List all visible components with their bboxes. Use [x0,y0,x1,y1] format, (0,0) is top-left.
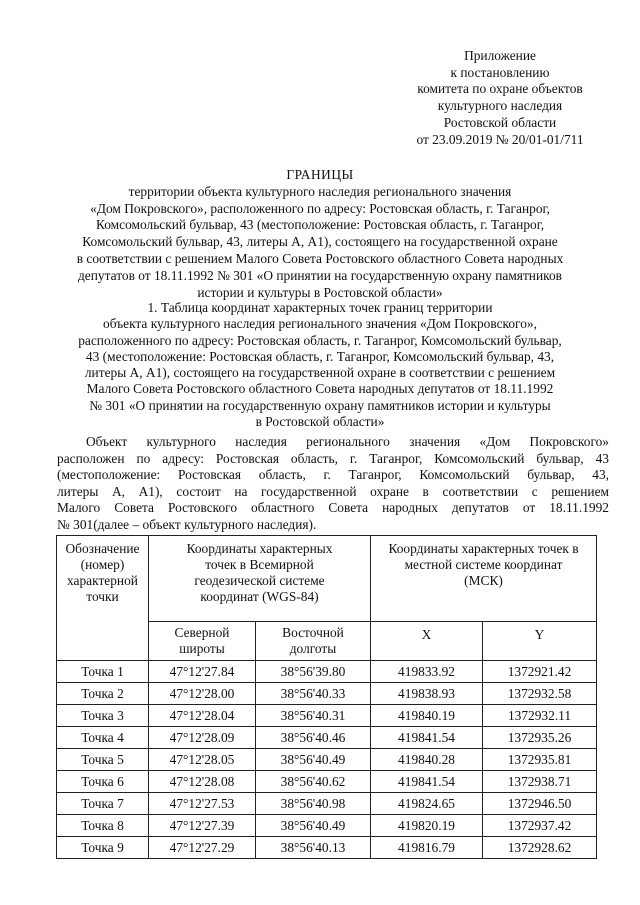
title-line: депутатов от 18.11.1992 № 301 «О принятии на государственную охрану памятников [77,267,562,283]
north-latitude-cell: 47°12'27.29 [149,837,256,859]
y-cell: 1372921.42 [483,661,597,683]
table-title-line: объекта культурного наследия регионального значения «Дом Покровского», [103,316,537,332]
point-cell: Точка 7 [57,793,149,815]
east-longitude-cell: 38°56'40.13 [256,837,371,859]
paragraph-line: расположен по адресу: Ростовская область, г. Таганрог, Комсомольский бульвар, 43 [57,450,609,466]
header-line: Обозначение [65,541,140,556]
east-longitude-cell: 38°56'40.46 [256,727,371,749]
paragraph-line: литеры А, А1), состоит на государственной охране в соответствии с решением [57,483,609,499]
header-line: характерной [67,573,138,588]
x-cell: 419840.28 [371,749,483,771]
point-cell: Точка 2 [57,683,149,705]
header-line: координат (WGS-84) [200,589,319,604]
header-line: долготы [289,641,337,656]
header-wgs84 [149,536,371,622]
table-title-line: расположенного по адресу: Ростовская область, г. Таганрог, Комсомольский бульвар, [78,332,562,348]
title-line: истории и культуры в Ростовской области» [197,284,443,300]
point-cell: Точка 4 [57,727,149,749]
title-line: Комсомольский бульвар, 43, литеры А, А1), состоящего на государственной охране [82,234,558,250]
y-cell: 1372932.11 [483,705,597,727]
north-latitude-cell: 47°12'28.05 [149,749,256,771]
y-cell: 1372946.50 [483,793,597,815]
title-line: «Дом Покровского», расположенного по адресу: Ростовская область, г. Таганрог, [90,200,550,216]
table-row [57,683,597,705]
title-line: в соответствии с решением Малого Совета Ростовского областного Совета народных [76,250,564,266]
point-cell: Точка 9 [57,837,149,859]
x-cell: 419838.93 [371,683,483,705]
table-row [57,837,597,859]
header-line: широты [179,641,225,656]
table-title-line: литеры А, А1), состоящего на государственной охране в соответствии с решением [84,365,556,381]
x-cell: 419824.65 [371,793,483,815]
east-longitude-cell: 38°56'40.31 [256,705,371,727]
header-line: (номер) [80,557,125,572]
header-line: местной системе координат [404,557,563,572]
y-cell: 1372938.71 [483,771,597,793]
east-longitude-cell: 38°56'40.98 [256,793,371,815]
coordinates-table [56,535,597,859]
paragraph-line: (местоположение: Ростовская область, г. Таганрог, Комсомольский бульвар, 43, [57,467,609,483]
table-title-line: 1. Таблица координат характерных точек границ территории [147,300,493,315]
y-cell: 1372932.58 [483,683,597,705]
appendix-line: комитета по охране объектов [417,81,583,97]
header-east-longitude [256,622,371,661]
appendix-line: к постановлению [450,64,550,80]
table-row [57,771,597,793]
point-cell: Точка 1 [57,661,149,683]
x-cell: 419841.54 [371,771,483,793]
paragraph-line: Объект культурного наследия регионального значения «Дом Покровского» [86,434,609,449]
x-cell: 419820.19 [371,815,483,837]
north-latitude-cell: 47°12'27.39 [149,815,256,837]
header-line: Координаты характерных точек в [388,541,579,556]
north-latitude-cell: 47°12'28.09 [149,727,256,749]
header-designation [57,536,149,661]
header-msk [371,536,597,622]
x-cell: 419840.19 [371,705,483,727]
table-header-row [57,536,597,622]
table-row [57,661,597,683]
appendix-line: Приложение [464,48,536,63]
appendix-block [400,48,600,148]
header-line: геодезической системе [194,573,325,588]
title-heading: ГРАНИЦЫ [286,167,354,182]
appendix-line: культурного наследия [437,98,563,114]
header-north-latitude [149,622,256,661]
y-cell: 1372928.62 [483,837,597,859]
y-cell: 1372937.42 [483,815,597,837]
description-paragraph [57,434,609,534]
header-y: Y [483,622,597,661]
paragraph-line: № 301(далее – объект культурного наследия). [57,516,317,532]
y-cell: 1372935.81 [483,749,597,771]
point-cell: Точка 3 [57,705,149,727]
paragraph-line: Малого Совета Ростовского областного Совета народных депутатов от 18.11.1992 [57,500,609,516]
east-longitude-cell: 38°56'40.49 [256,749,371,771]
table-body [57,661,597,859]
appendix-line: Ростовской области [443,114,557,130]
east-longitude-cell: 38°56'40.62 [256,771,371,793]
point-cell: Точка 5 [57,749,149,771]
table-row [57,705,597,727]
header-x: X [371,622,483,661]
north-latitude-cell: 47°12'28.04 [149,705,256,727]
header-line: Координаты характерных [186,541,333,556]
header-line: точек в Всемирной [205,557,314,572]
title-line: Комсомольский бульвар, 43 (местоположение: Ростовская область, г. Таганрог, [95,217,545,233]
point-cell: Точка 6 [57,771,149,793]
table-title-line: в Ростовской области» [255,414,385,430]
table-title-line: Малого Совета Ростовского областного Совета народных депутатов от 18.11.1992 [86,381,554,397]
north-latitude-cell: 47°12'28.08 [149,771,256,793]
east-longitude-cell: 38°56'40.33 [256,683,371,705]
header-line: (МСК) [464,573,503,588]
east-longitude-cell: 38°56'40.49 [256,815,371,837]
document-title [30,167,610,301]
header-line: Восточной [282,625,344,640]
header-line: точки [86,589,119,604]
north-latitude-cell: 47°12'27.84 [149,661,256,683]
x-cell: 419833.92 [371,661,483,683]
table-title-line: № 301 «О принятии на государственную охрану памятников истории и культуры [89,397,551,413]
north-latitude-cell: 47°12'27.53 [149,793,256,815]
table-title-line: 43 (местоположение: Ростовская область, г. Таганрог, Комсомольский бульвар, 43, [85,348,555,364]
title-line: территории объекта культурного наследия регионального значения [128,183,512,199]
table-row [57,793,597,815]
x-cell: 419841.54 [371,727,483,749]
north-latitude-cell: 47°12'28.00 [149,683,256,705]
y-cell: 1372935.26 [483,727,597,749]
appendix-line: от 23.09.2019 № 20/01-01/711 [416,131,584,147]
east-longitude-cell: 38°56'39.80 [256,661,371,683]
header-line: Северной [174,625,230,640]
point-cell: Точка 8 [57,815,149,837]
x-cell: 419816.79 [371,837,483,859]
table-row [57,749,597,771]
table-title [40,300,600,430]
table-row [57,727,597,749]
table-row [57,815,597,837]
